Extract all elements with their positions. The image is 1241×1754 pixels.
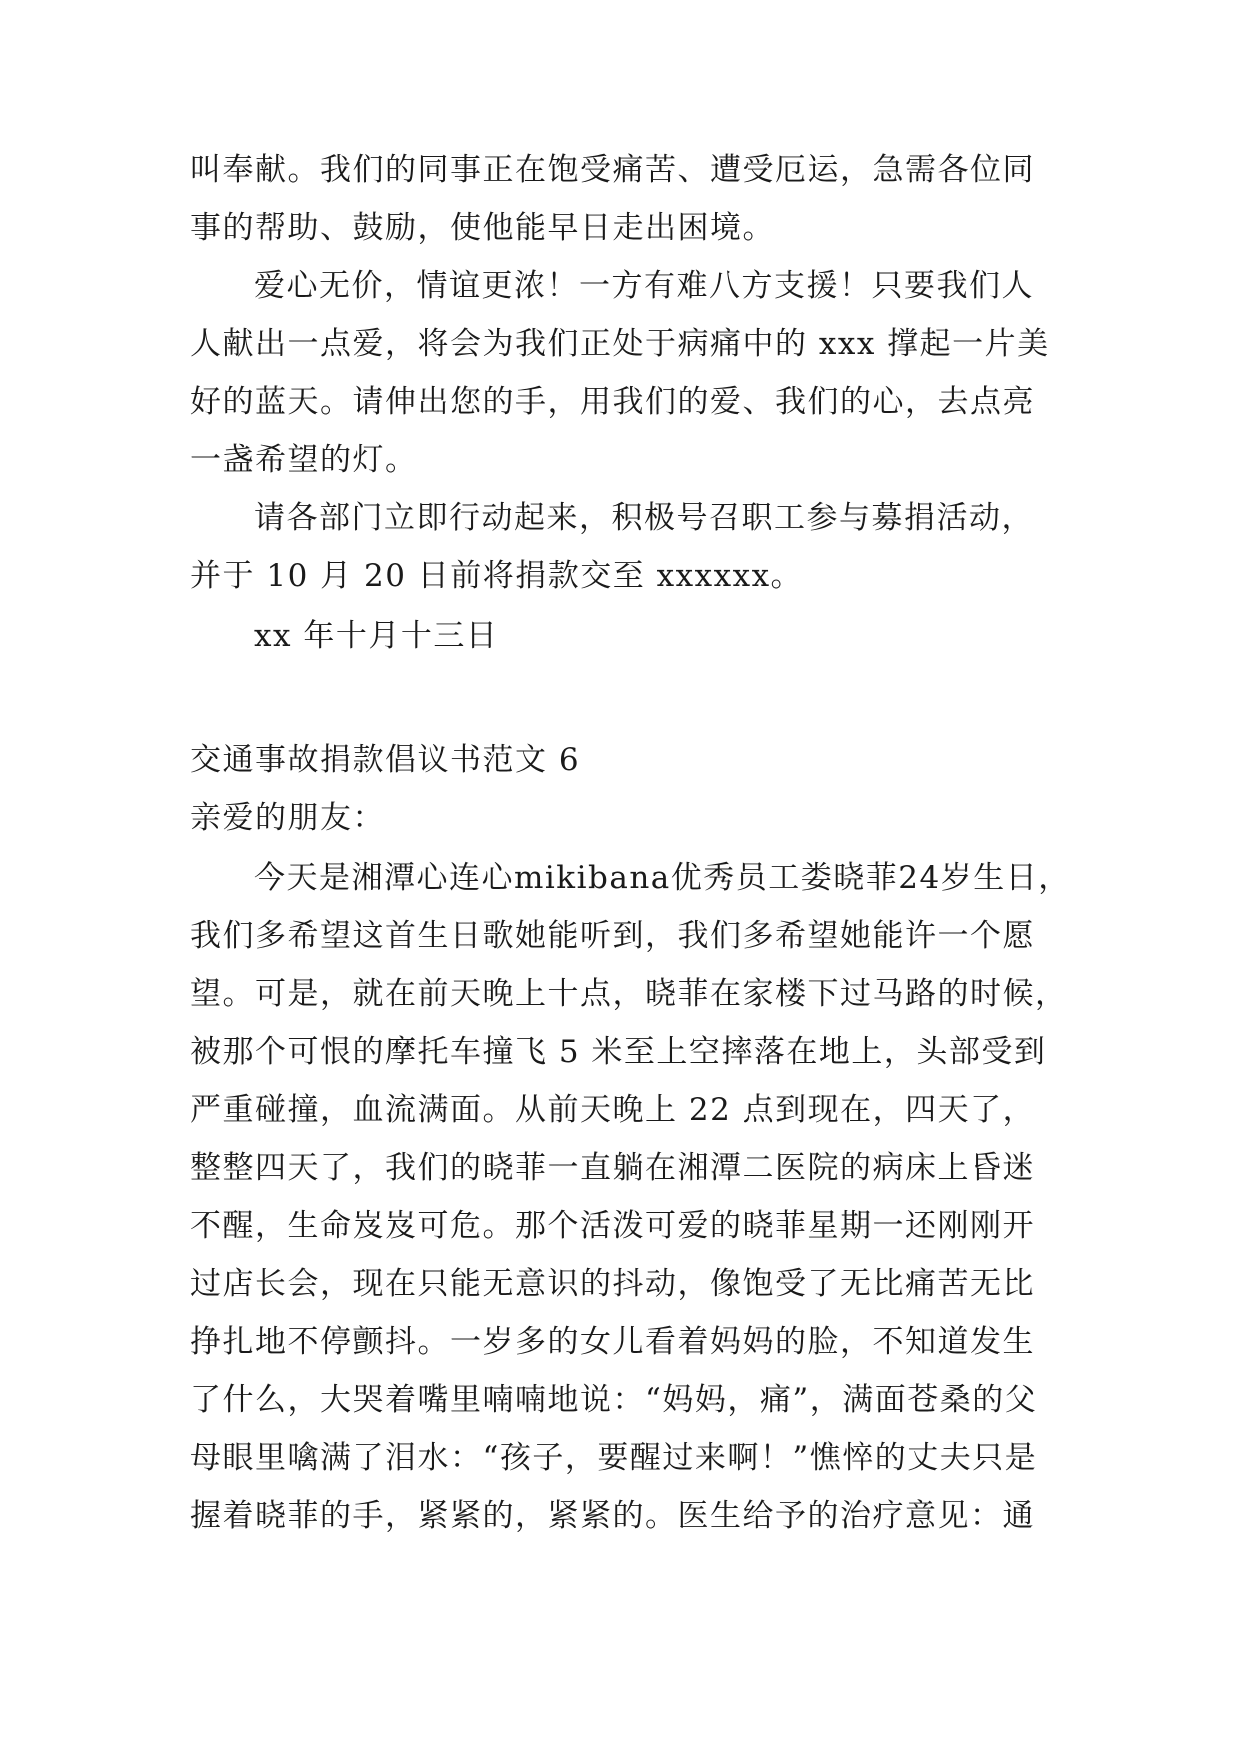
body-line: 叫奉献。我们的同事正在饱受痛苦、遭受厄运，急需各位同 [190,152,1035,188]
body-line: 了什么，大哭着嘴里喃喃地说：“妈妈，痛”，满面苍桑的父 [190,1382,1038,1418]
body-line: 严重碰撞，血流满面。从前天晚上 22 点到现在，四天了， [190,1092,1036,1128]
body-line: 不醒，生命岌岌可危。那个活泼可爱的晓菲星期一还刚刚开 [190,1208,1035,1244]
date-line: xx 年十月十三日 [254,618,499,654]
body-line: 望。可是，就在前天晚上十点，晓菲在家楼下过马路的时候， [190,976,1068,1012]
body-line: 人献出一点爱，将会为我们正处于病痛中的 xxx 撑起一片美 [190,326,1050,362]
body-line: 并于 10 月 20 日前将捐款交至 xxxxxx。 [190,558,804,594]
body-line: 挣扎地不停颤抖。一岁多的女儿看着妈妈的脸，不知道发生 [190,1324,1035,1360]
section-title: 交通事故捐款倡议书范文 6 [190,742,581,778]
body-line: 事的帮助、鼓励，使他能早日走出困境。 [190,210,775,246]
body-line: 整整四天了，我们的晓菲一直躺在湘潭二医院的病床上昏迷 [190,1150,1035,1186]
paragraph-start-line: 爱心无价，情谊更浓！一方有难八方支援！只要我们人 [254,268,1034,304]
body-line: 被那个可恨的摩托车撞飞 5 米至上空摔落在地上，头部受到 [190,1034,1047,1070]
body-line: 一盏希望的灯。 [190,442,418,478]
paragraph-start-line: 今天是湘潭心连心mikibana优秀员工娄晓菲24岁生日， [254,860,1071,896]
paragraph-start-line: 请各部门立即行动起来，积极号召职工参与募捐活动， [254,500,1034,536]
salutation: 亲爱的朋友： [190,800,385,836]
body-line: 我们多希望这首生日歌她能听到，我们多希望她能许一个愿 [190,918,1035,954]
body-line: 好的蓝天。请伸出您的手，用我们的爱、我们的心，去点亮 [190,384,1035,420]
body-line: 过店长会，现在只能无意识的抖动，像饱受了无比痛苦无比 [190,1266,1035,1302]
body-line: 母眼里噙满了泪水：“孩子，要醒过来啊！”憔悴的丈夫只是 [190,1440,1038,1476]
body-line: 握着晓菲的手，紧紧的，紧紧的。医生给予的治疗意见：通 [190,1498,1035,1534]
